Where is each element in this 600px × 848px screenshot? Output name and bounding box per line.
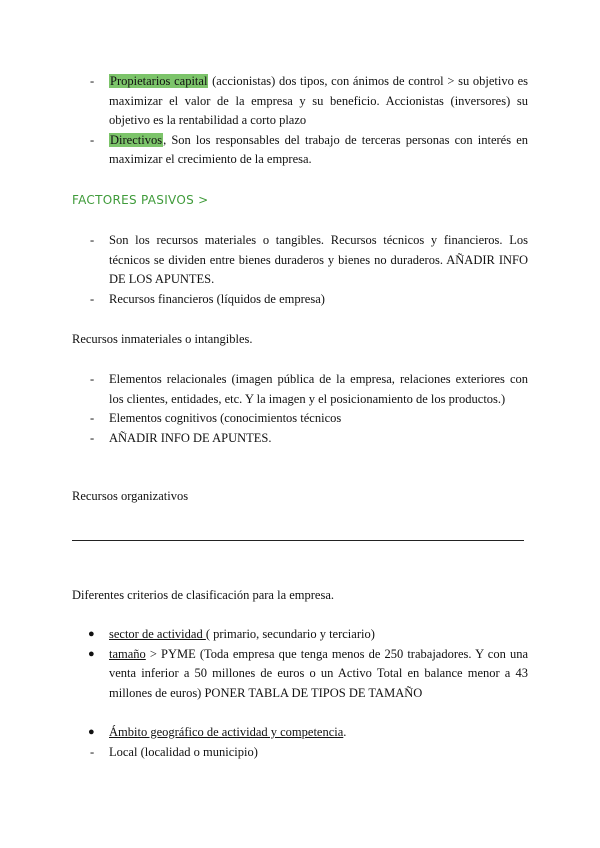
item-text: (accionistas) dos tipos, con ánimos de control > su objetivo es maximizar el valor de la empresa y su beneficio. Accionistas (inversores) su objetivo es la rentabilidad a corto plazo [109, 74, 528, 127]
stakeholders-list [72, 72, 528, 170]
horizontal-rule [72, 540, 524, 541]
list-item [72, 743, 528, 763]
geographic-list [72, 723, 528, 762]
dash-marker: - [90, 744, 95, 759]
list-item [72, 370, 528, 409]
item-text: Elementos cognitivos (conocimientos técnicos [109, 411, 342, 425]
item-text: Son los recursos materiales o tangibles. Recursos técnicos y financieros. Los técnicos se dividen entre bienes duraderos y bienes no duraderos. AÑADIR INFO DE LOS APUNTES. [109, 233, 528, 286]
classification-list [72, 625, 528, 703]
list-item [72, 72, 528, 131]
dash-marker: - [90, 411, 95, 425]
item-text: AÑADIR INFO DE APUNTES. [109, 430, 272, 445]
dash-marker: - [90, 372, 95, 386]
bullet-marker: ● [88, 647, 95, 660]
item-text: Recursos financieros (líquidos de empresa) [109, 291, 325, 306]
section-title-factores-pasivos: FACTORES PASIVOS > [72, 193, 209, 207]
list-item [72, 429, 528, 449]
passive-factors-list [72, 231, 528, 309]
list-item [72, 131, 528, 170]
paragraph-organizativos: Recursos organizativos [72, 489, 189, 503]
list-item [72, 231, 528, 290]
item-text: , Son los responsables del trabajo de terceras personas con interés en maximizar el crecimiento de la empresa. [109, 132, 528, 166]
item-text: Local (localidad o municipio) [109, 744, 258, 759]
paragraph-criterios: Diferentes criterios de clasificación para la empresa. [72, 588, 335, 602]
list-item [72, 625, 528, 645]
item-text: ( primario, secundario y terciario) [205, 627, 375, 641]
item-text: Elementos relacionales (imagen pública de la empresa, relaciones exteriores con los clientes, entidades, etc. Y la imagen y el posicionamiento de los productos.) [109, 372, 528, 406]
dash-marker: - [90, 74, 95, 88]
item-text: . [343, 725, 347, 739]
item-text: > PYME (Toda empresa que tenga menos de 250 trabajadores. Y con una venta inferior a 50 millones de euros o un Activo Total en balance menor a 43 millones de euros) PONER TABLA DE TIPOS DE TAMAÑO [109, 646, 528, 700]
dash-marker: - [90, 430, 95, 445]
dash-marker: - [90, 291, 95, 306]
highlighted-term: Propietarios capital [110, 74, 208, 88]
dash-marker: - [90, 233, 95, 247]
list-item [72, 409, 528, 429]
underlined-term: Ámbito geográfico de actividad y competencia [109, 725, 344, 739]
list-item [72, 723, 528, 743]
paragraph-intangibles: Recursos inmateriales o intangibles. [72, 332, 253, 346]
dash-marker: - [90, 132, 95, 147]
list-item [72, 645, 528, 704]
bullet-marker: ● [88, 726, 95, 738]
intangible-list [72, 370, 528, 448]
highlighted-term: Directivos [110, 132, 163, 147]
bullet-marker: ● [88, 628, 95, 640]
list-item [72, 290, 528, 310]
underlined-term: tamaño [109, 646, 146, 661]
underlined-term: sector de actividad [109, 627, 206, 641]
